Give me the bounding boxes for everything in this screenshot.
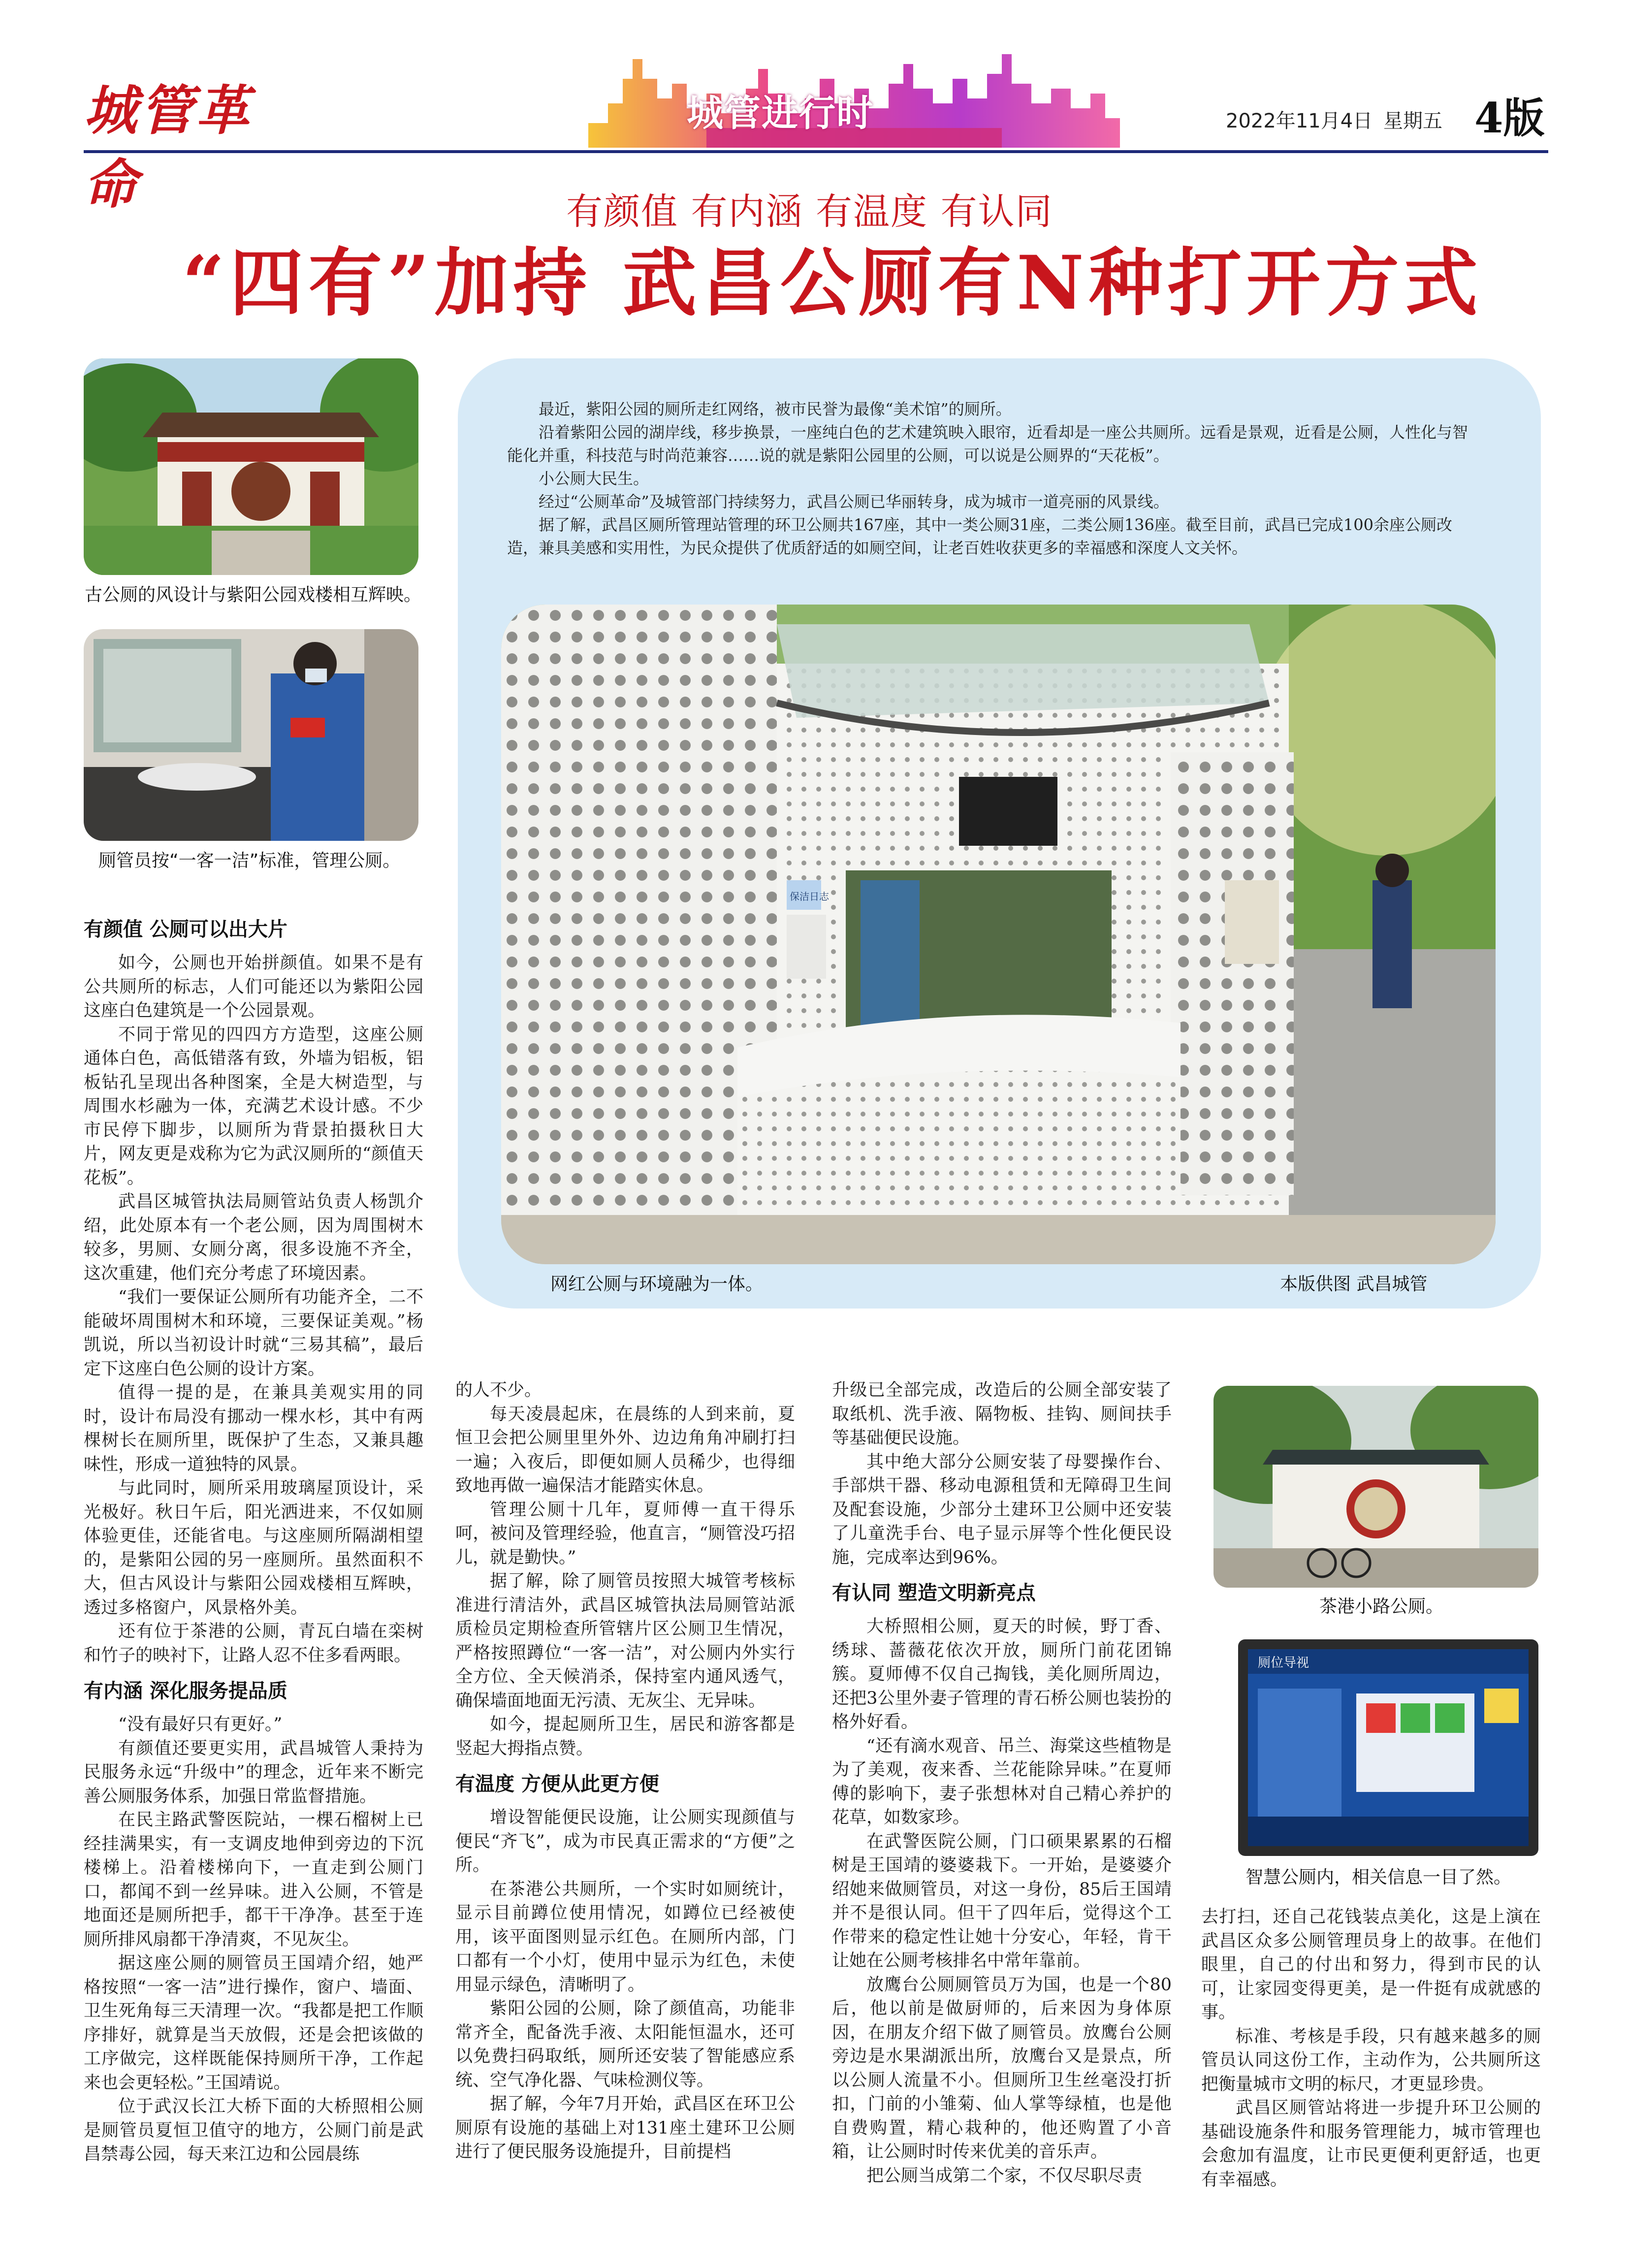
photo-internet-famous-toilet: [501, 605, 1496, 1264]
paper-title: 城管革命: [84, 80, 253, 216]
paragraph: 据了解，除了厕管员按照大城管考核标准进行清洁外，武昌区城管执法局厕管站派质检员定期检查所管辖片区公厕卫生情况，严格按照蹲位“一客一洁”，对公厕内外实行全方位、全天候消杀，保持室内通风透气，确保墙面地面无污渍、无灰尘、无异味。: [455, 1571, 795, 1711]
paragraph: “还有滴水观音、吊兰、海棠这些植物是为了美观，夜来香、兰花能除异味。”在夏师傅的影响下，妻子张想林对自己精心养护的花草，如数家珍。: [832, 1736, 1172, 1827]
article-column-4: [1201, 1905, 1541, 2192]
page-number: 4版: [1474, 94, 1545, 142]
lede-paragraph: 小公厕大民生。: [539, 469, 649, 488]
article-column-1: [84, 906, 423, 2167]
article-column-2: [455, 1378, 795, 2164]
paragraph: 如今，公厕也开始拼颜值。如果不是有公共厕所的标志，人们可能还以为紫阳公园这座白色建筑是一个公园景观。: [84, 953, 423, 1021]
caption-toilet-manager: 厕管员按“一客一洁”标准，管理公厕。: [98, 851, 401, 871]
paragraph: 与此同时，厕所采用玻璃屋顶设计，采光极好。秋日午后，阳光洒进来，不仅如厕体验更佳，还能省电。与这座厕所隔湖相望的，是紫阳公园的另一座厕所。虽然面积不大，但古风设计与紫阳公园戏楼相互辉映，透过多格窗户，风景格外美。: [84, 1478, 423, 1618]
paragraph: 大桥照相公厕，夏天的时候，野丁香、绣球、蔷薇花依次开放，厕所门前花团锦簇。夏师傅不仅自己掏钱，美化厕所周边，还把3公里外妻子管理的青石桥公厕也装扮的格外好看。: [832, 1617, 1172, 1732]
paragraph: 武昌区厕管站将进一步提升环卫公厕的基础设施条件和服务管理能力，城市管理也会愈加有温度，让市民更便利更舒适，也更有幸福感。: [1201, 2098, 1541, 2190]
paragraph: 管理公厕十几年，夏师傅一直干得乐呵，被问及管理经验，他直言，“厕管没巧招儿，就是勤快。”: [455, 1500, 795, 1567]
paragraph: 如今，提起厕所卫生，居民和游客都是竖起大拇指点赞。: [455, 1715, 795, 1758]
paragraph: 值得一提的是，在兼具美观实用的同时，设计布局没有挪动一棵水杉，其中有两棵树长在厕所里，既保护了生态，又兼具趣味性，形成一道独特的风景。: [84, 1383, 423, 1474]
paragraph: “我们一要保证公厕所有功能齐全，二不能破坏周围树木和环境，三要保证美观。”杨凯说，所以当初设计时就“三易其稿”，最后定下这座白色公厕的设计方案。: [84, 1287, 423, 1379]
paragraph: 在茶港公共厕所，一个实时如厕统计，显示目前蹲位使用情况，如蹲位已经被使用，该平面图则显示红色。在厕所内部，门口都有一个小灯，使用中显示为红色，未使用显示绿色，清晰明了。: [455, 1879, 795, 1995]
paragraph: 标准、考核是手段，只有越来越多的厕管员认同这份工作，主动作为，公共厕所这把衡量城市文明的标尺，才更显珍贵。: [1201, 2026, 1541, 2094]
paragraph: 增设智能便民设施，让公厕实现颜值与便民“齐飞”，成为市民真正需求的“方便”之所。: [455, 1808, 795, 1875]
issue-weekday: 星期五: [1383, 110, 1442, 132]
caption-main-photo: 网红公厕与环境融为一体。: [550, 1274, 764, 1294]
lede-paragraph: 最近，紫阳公园的厕所走红网络，被市民誉为最像“美术馆”的厕所。: [539, 400, 1012, 418]
photo-ancient-toilet: [84, 358, 418, 575]
paragraph: 每天凌晨起床，在晨练的人到来前，夏恒卫会把公厕里里外外、边边角角冲刷打扫一遍；入夜后，即便如厕人员稀少，也得细致地再做一遍保洁才能踏实休息。: [455, 1404, 795, 1496]
caption-chagang-toilet: 茶港小路公厕。: [1319, 1597, 1444, 1617]
issue-date: 2022年11月4日: [1226, 110, 1373, 132]
photo-smart-toilet-screen: [1238, 1639, 1538, 1856]
caption-ancient-toilet: 古公厕的风设计与紫阳公园戏楼相互辉映。: [85, 585, 422, 605]
section-heading: 有内涵 深化服务提品质: [84, 1680, 287, 1702]
paragraph: 的人不少。: [455, 1380, 542, 1400]
section-heading: 有认同 塑造文明新亮点: [832, 1582, 1036, 1604]
section-heading: 有温度 方便从此更方便: [455, 1773, 659, 1795]
photo-chagang-toilet: [1213, 1386, 1538, 1588]
paragraph: 紫阳公园的公厕，除了颜值高，功能非常齐全，配备洗手液、太阳能恒温水，还可以免费扫码取纸，厕所还安装了智能感应系统、空气净化器、气味检测仪等。: [455, 1999, 795, 2090]
paragraph: 升级已全部完成，改造后的公厕全部安装了取纸机、洗手液、隔物板、挂钩、厕间扶手等基础便民设施。: [832, 1380, 1172, 1448]
paragraph: 有颜值还要更实用，武昌城管人秉持为民服务永远“升级中”的理念，近年来不断完善公厕服务体系，加强日常监督措施。: [84, 1738, 423, 1806]
paragraph: 还有位于茶港的公厕，青瓦白墙在栾树和竹子的映衬下，让路人忍不住多看两眼。: [84, 1622, 423, 1665]
cleaning-log-sign: 保洁日志: [790, 891, 829, 902]
paragraph: 去打扫，还自己花钱装点美化，这是上演在武昌区众多公厕管理员身上的故事。在他们眼里，自己的付出和努力，得到市民的认可，让家园变得更美，是一件挺有成就感的事。: [1201, 1907, 1541, 2022]
screen-title: 厕位导视: [1258, 1656, 1309, 1670]
paragraph: 位于武汉长江大桥下面的大桥照相公厕是厕管员夏恒卫值守的地方，公厕门前是武昌禁毒公园，每天来江边和公园晨练: [84, 2097, 423, 2164]
section-label: 城管进行时: [687, 92, 874, 134]
paragraph: 不同于常见的四四方方造型，这座公厕通体白色，高低错落有致，外墙为铝板，铝板钻孔呈现出各种图案，全是大树造型，与周围水杉融为一体，充满艺术设计感。不少市民停下脚步，以厕所为背景拍摄秋日大片，网友更是戏称为它为武汉厕所的“颜值天花板”。: [84, 1024, 423, 1188]
lede-paragraph: 经过“公厕革命”及城管部门持续努力，武昌公厕已华丽转身，成为城市一道亮丽的风景线。: [539, 492, 1169, 511]
paragraph: 据了解，今年7月开始，武昌区在环卫公厕原有设施的基础上对131座土建环卫公厕进行了便民服务设施提升，目前提档: [455, 2094, 795, 2162]
photo-credit: 本版供图 武昌城管: [1280, 1274, 1428, 1294]
lede: [507, 398, 1482, 560]
paragraph: 在武警医院公厕，门口硕果累累的石榴树是王国靖的婆婆栽下。一开始，是婆婆介绍她来做厕管员，对这一身份，85后王国靖并不是很认同。但干了四年后，觉得这个工作带来的稳定性让她十分安心，年轻，肯干让她在公厕考核排名中常年靠前。: [832, 1831, 1172, 1971]
photo-toilet-manager: [84, 629, 418, 841]
paragraph: “没有最好只有更好。”: [118, 1715, 283, 1734]
headline-kicker: 有颜值 有内涵 有温度 有认同: [566, 191, 1053, 233]
article-column-3: [832, 1378, 1172, 2188]
section-heading: 有颜值 公厕可以出大片: [84, 918, 287, 941]
paragraph: 在民主路武警医院站，一棵石榴树上已经挂满果实，有一支调皮地伸到旁边的下沉楼梯上。沿着楼梯向下，一直走到公厕门口，都闻不到一丝异味。进入公厕，不管是地面还是厕所把手，都干干净净。甚至于连厕所排风扇都干净清爽，不见灰尘。: [84, 1810, 423, 1949]
paragraph: 其中绝大部分公厕安装了母婴操作台、手部烘干器、移动电源租赁和无障碍卫生间及配套设施，少部分土建环卫公厕中还安装了儿童洗手台、电子显示屏等个性化便民设施，完成率达到96%。: [832, 1452, 1172, 1567]
paragraph: 放鹰台公厕厕管员万为国，也是一个80后，他以前是做厨师的，后来因为身体原因，在朋友介绍下做了厕管员。放鹰台公厕旁边是水果湖派出所，放鹰台又是景点，所以公厕人流量不小。但厕所卫生丝毫没打折扣，门前的小雏菊、仙人掌等绿植，也是他自费购置，精心栽种的，他还购置了小音箱，让公厕时时传来优美的音乐声。: [832, 1975, 1172, 2162]
masthead-rule: [84, 150, 1548, 153]
paragraph: 把公厕当成第二个家，不仅尽职尽责: [866, 2166, 1143, 2186]
caption-smart-toilet: 智慧公厕内，相关信息一目了然。: [1245, 1867, 1512, 1887]
headline-title: “四有”加持 武昌公厕有N种打开方式: [182, 240, 1483, 326]
lede-paragraph: 据了解，武昌区厕所管理站管理的环卫公厕共167座，其中一类公厕31座，二类公厕136座。截至目前，武昌已完成100余座公厕改造，兼具美感和实用性，为民众提供了优质舒适的如厕空间，让老百姓收获更多的幸福感和深度人文关怀。: [507, 515, 1452, 557]
paragraph: 武昌区城管执法局厕管站负责人杨凯介绍，此处原本有一个老公厕，因为周围树木较多，男厕、女厕分离，很多设施不齐全，这次重建，他们充分考虑了环境因素。: [84, 1192, 423, 1283]
lede-paragraph: 沿着紫阳公园的湖岸线，移步换景，一座纯白色的艺术建筑映入眼帘，近看却是一座公共厕所。远看是景观，近看是公厕，人性化与智能化并重，科技范与时尚范兼容……说的就是紫阳公园里的公厕，可以说是公厕界的“天花板”。: [507, 423, 1468, 465]
paragraph: 据这座公厕的厕管员王国靖介绍，她严格按照“一客一洁”进行操作，窗户、墙面、卫生死角每三天清理一次。“我都是把工作顺序排好，就算是当天放假，还是会把该做的工序做完，这样既能保持厕所干净，工作起来也会更轻松。”王国靖说。: [84, 1953, 423, 2093]
